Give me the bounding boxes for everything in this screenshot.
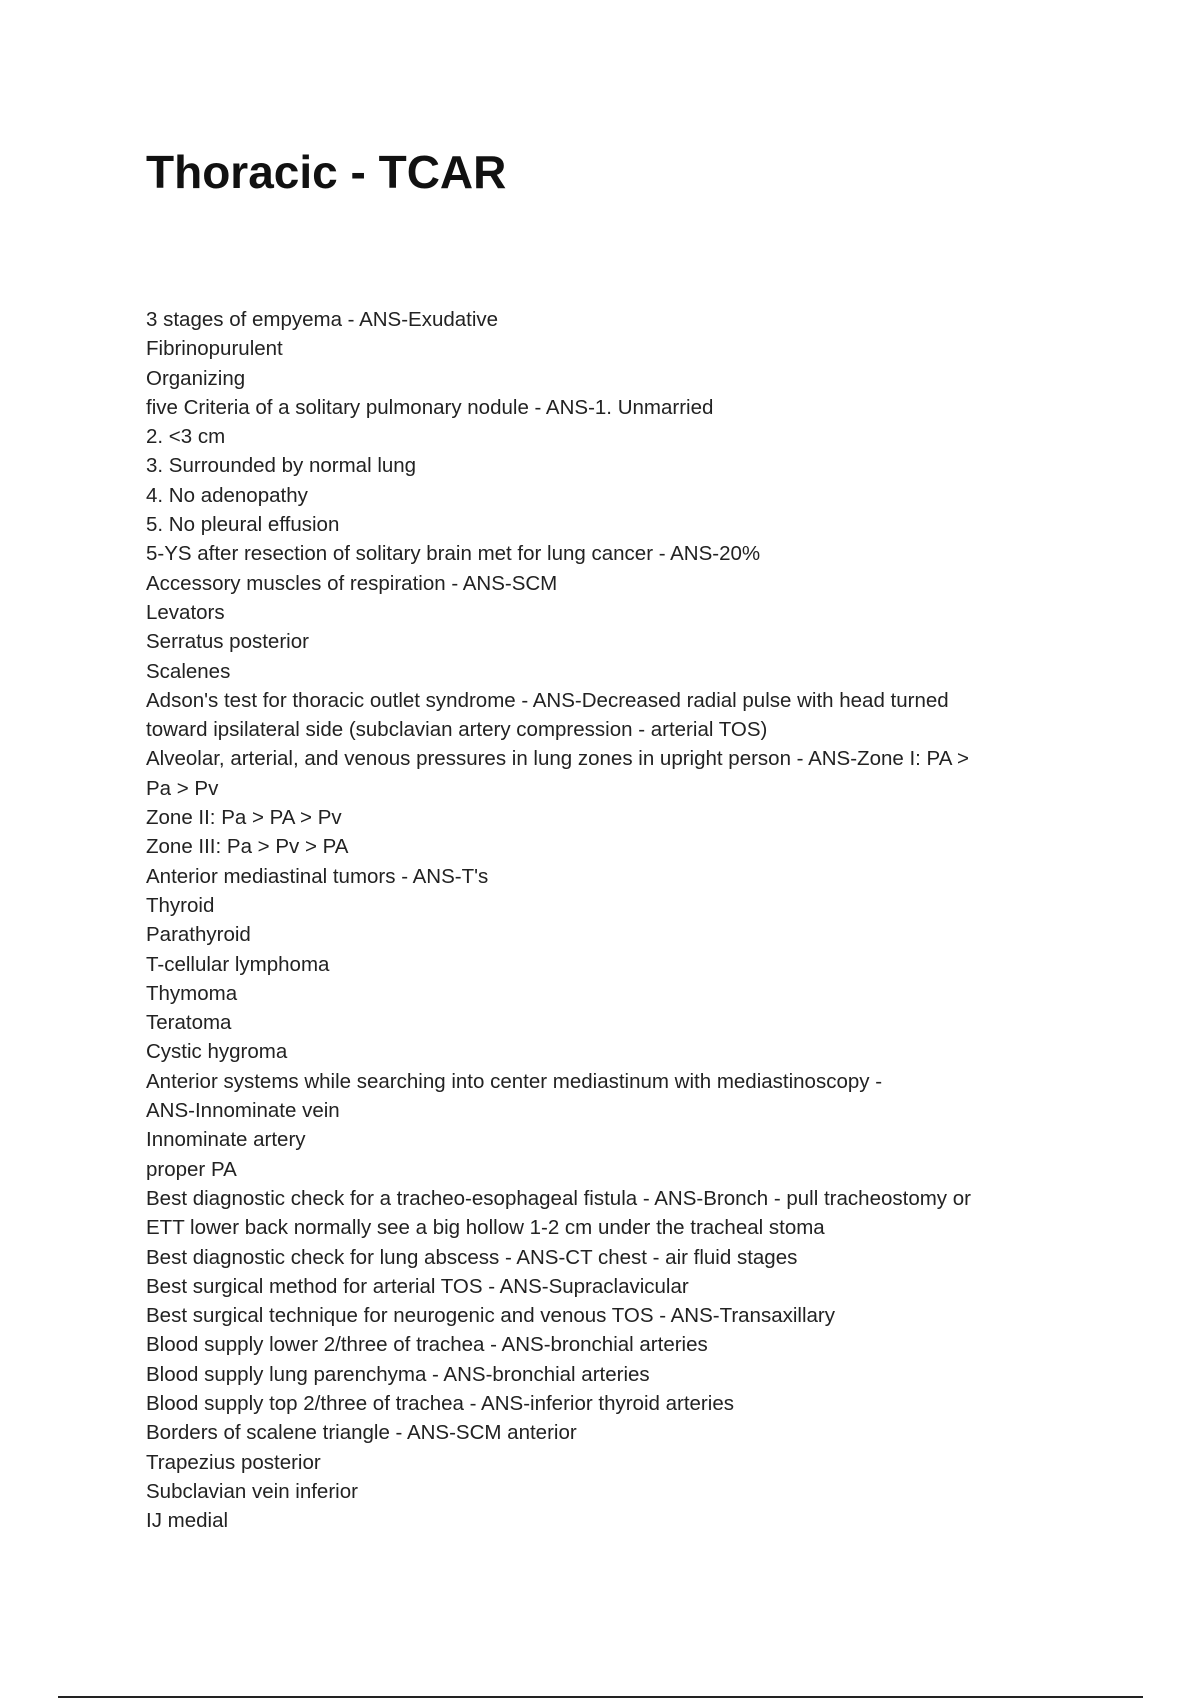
text-line: Best diagnostic check for lung abscess - ANS-CT chest - air fluid stages (146, 1245, 798, 1269)
text-line: Parathyroid (146, 923, 251, 947)
text-line: toward ipsilateral side (subclavian artery compression - arterial TOS) (146, 718, 768, 742)
text-line: Blood supply top 2/three of trachea - ANS-inferior thyroid arteries (146, 1391, 734, 1415)
text-line: Organizing (146, 366, 246, 390)
text-line: Fibrinopurulent (146, 337, 283, 361)
text-line: proper PA (146, 1157, 237, 1181)
text-line: Teratoma (146, 1011, 232, 1035)
text-line: ANS-Innominate vein (146, 1099, 340, 1123)
text-line: Anterior systems while searching into center mediastinum with mediastinoscopy - (146, 1069, 883, 1093)
text-line: Serratus posterior (146, 630, 309, 654)
text-line: 2. <3 cm (146, 425, 226, 449)
footer-divider (58, 1696, 1143, 1698)
text-line: Pa > Pv (146, 776, 219, 800)
text-line: 5. No pleural effusion (146, 513, 340, 537)
text-line: 5-YS after resection of solitary brain met for lung cancer - ANS-20% (146, 542, 761, 566)
text-line: Borders of scalene triangle - ANS-SCM anterior (146, 1421, 577, 1445)
text-line: 3. Surrounded by normal lung (146, 454, 417, 478)
text-line: 3 stages of empyema - ANS-Exudative (146, 308, 499, 331)
notes-body (146, 305, 1046, 1535)
text-line: Innominate artery (146, 1128, 306, 1152)
text-line: Best surgical technique for neurogenic and venous TOS - ANS-Transaxillary (146, 1304, 836, 1328)
text-line: Scalenes (146, 659, 231, 683)
text-line: Blood supply lower 2/three of trachea - ANS-bronchial arteries (146, 1333, 708, 1357)
text-line: Zone III: Pa > Pv > PA (146, 835, 349, 859)
page-title: Thoracic - TCAR (146, 146, 507, 198)
text-line: Adson's test for thoracic outlet syndrome - ANS-Decreased radial pulse with head turned (146, 688, 949, 712)
text-line: T-cellular lymphoma (146, 952, 330, 976)
text-line: Best diagnostic check for a tracheo-esophageal fistula - ANS-Bronch - pull tracheostomy or (146, 1186, 971, 1210)
text-line: Best surgical method for arterial TOS - ANS-Supraclavicular (146, 1274, 689, 1298)
text-line: ETT lower back normally see a big hollow 1-2 cm under the tracheal stoma (146, 1216, 825, 1240)
text-line: five Criteria of a solitary pulmonary nodule - ANS-1. Unmarried (146, 395, 714, 419)
text-line: Subclavian vein inferior (146, 1479, 358, 1503)
text-line: Thymoma (146, 981, 238, 1005)
text-line: Thyroid (146, 893, 215, 917)
text-line: IJ medial (146, 1509, 229, 1533)
text-line: Blood supply lung parenchyma - ANS-bronchial arteries (146, 1362, 650, 1386)
text-line: Accessory muscles of respiration - ANS-SCM (146, 571, 558, 595)
text-line: Alveolar, arterial, and venous pressures in lung zones in upright person - ANS-Zone I: PA > (146, 747, 969, 771)
text-line: Anterior mediastinal tumors - ANS-T's (146, 864, 489, 888)
text-line: Trapezius posterior (146, 1450, 321, 1474)
text-line: Zone II: Pa > PA > Pv (146, 806, 342, 830)
text-line: 4. No adenopathy (146, 483, 308, 507)
text-line: Levators (146, 600, 225, 624)
text-line: Cystic hygroma (146, 1040, 288, 1064)
